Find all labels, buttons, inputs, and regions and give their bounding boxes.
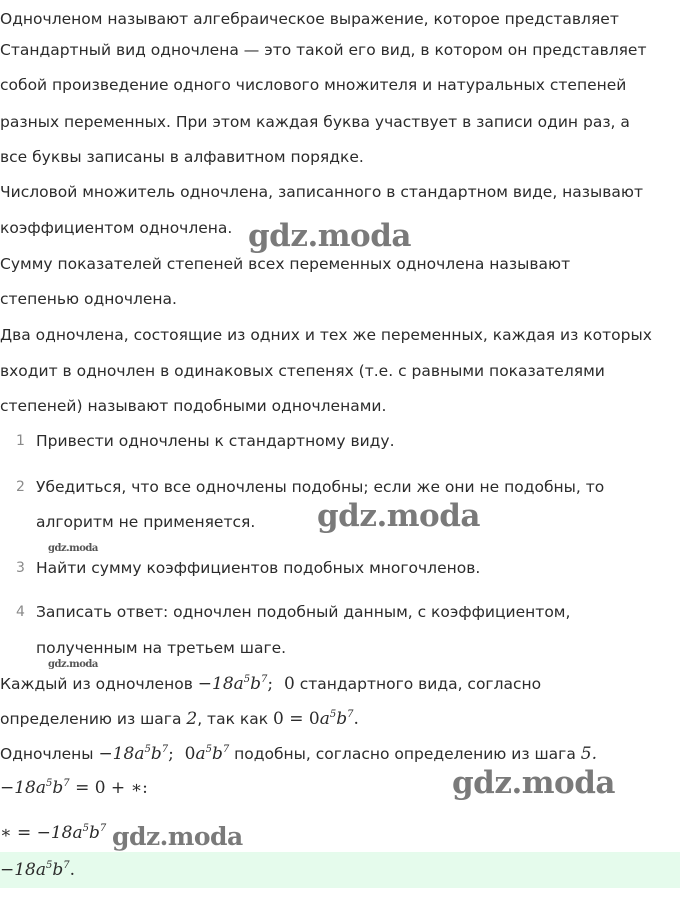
- watermark-logo: gdz.moda: [317, 498, 480, 534]
- list-item: Убедиться, что все одночлены подобны; если же они не подобны, то: [36, 478, 605, 496]
- equation-line: [0, 778, 148, 798]
- paragraph-line: Числовой множитель одночлена, записанного в стандартном виде, называют: [0, 183, 643, 201]
- paragraph-line: входит в одночлен в одинаковых степенях (т.е. с равными показателями: [0, 362, 605, 380]
- math-expression: $-18a^5b^7 = 0$ + ∗:: [0, 778, 148, 798]
- list-item: Записать ответ: одночлен подобный данным, с коэффициентом,: [36, 603, 571, 621]
- solution-line: [0, 709, 359, 729]
- list-item: Привести одночлены к стандартному виду.: [36, 432, 395, 450]
- paragraph-line: разных переменных. При этом каждая буква участвует в записи один раз, а: [0, 113, 630, 131]
- paragraph-line: коэффициентом одночлена.: [0, 219, 233, 237]
- math-expression: $-18a^5b^7$; 0: [197, 674, 295, 694]
- watermark-logo: gdz.moda: [112, 822, 243, 851]
- list-number: 2: [16, 479, 25, 495]
- paragraph-line: степеней) называют подобными одночленами.: [0, 397, 387, 415]
- paragraph-line: Одночленом называют алгебраическое выражение, которое представляет: [0, 10, 619, 28]
- solution-line: [0, 674, 541, 694]
- watermark-logo: gdz.moda: [248, 218, 411, 254]
- solution-text: Одночлены: [0, 745, 99, 763]
- paragraph-line: степенью одночлена.: [0, 290, 177, 308]
- paragraph-line: Стандартный вид одночлена — это такой его вид, в котором он представляет: [0, 41, 647, 59]
- answer-line: [0, 860, 75, 880]
- watermark-logo: gdz.moda: [48, 659, 98, 670]
- list-item-continuation: полученным на третьем шаге.: [36, 639, 287, 657]
- paragraph-line: Сумму показателей степеней всех переменных одночлена называют: [0, 255, 571, 273]
- math-expression: $0 = 0a^5b^7$.: [273, 709, 359, 729]
- watermark-logo: gdz.moda: [48, 543, 98, 554]
- paragraph-line: собой произведение одного числового множителя и натуральных степеней: [0, 76, 627, 94]
- list-number: 1: [16, 433, 25, 449]
- solution-text: подобны, согласно определению из шага: [229, 745, 581, 763]
- solution-text: , так как: [197, 710, 274, 728]
- equation-line: [0, 823, 106, 843]
- solution-line: Одночлены $-18a^5b^7$; $0a^5b^7$ подобны, согласно определению из шага 5.: [0, 744, 597, 764]
- watermark-logo: gdz.moda: [452, 765, 615, 801]
- math-step-ref: 2: [186, 709, 198, 729]
- paragraph-line: Два одночлена, состоящие из одних и тех же переменных, каждая из которых: [0, 326, 652, 344]
- list-item: Найти сумму коэффициентов подобных многочленов.: [36, 559, 481, 577]
- list-item-continuation: алгоритм не применяется.: [36, 513, 256, 531]
- answer-expression: $-18a^5b^7$.: [0, 860, 76, 880]
- math-expression: $-18a^5b^7$; $0a^5b^7$: [98, 744, 230, 764]
- list-number: 3: [16, 560, 25, 576]
- solution-text: определению из шага: [0, 710, 187, 728]
- math-expression: ∗ = $-18a^5b^7$: [0, 823, 107, 843]
- solution-text: Каждый из одночленов: [0, 675, 198, 693]
- list-number: 4: [16, 604, 25, 620]
- paragraph-line: все буквы записаны в алфавитном порядке.: [0, 148, 364, 166]
- solution-text: стандартного вида, согласно: [294, 675, 542, 693]
- answer-box: [0, 852, 680, 888]
- math-step-ref: 5: [580, 744, 592, 764]
